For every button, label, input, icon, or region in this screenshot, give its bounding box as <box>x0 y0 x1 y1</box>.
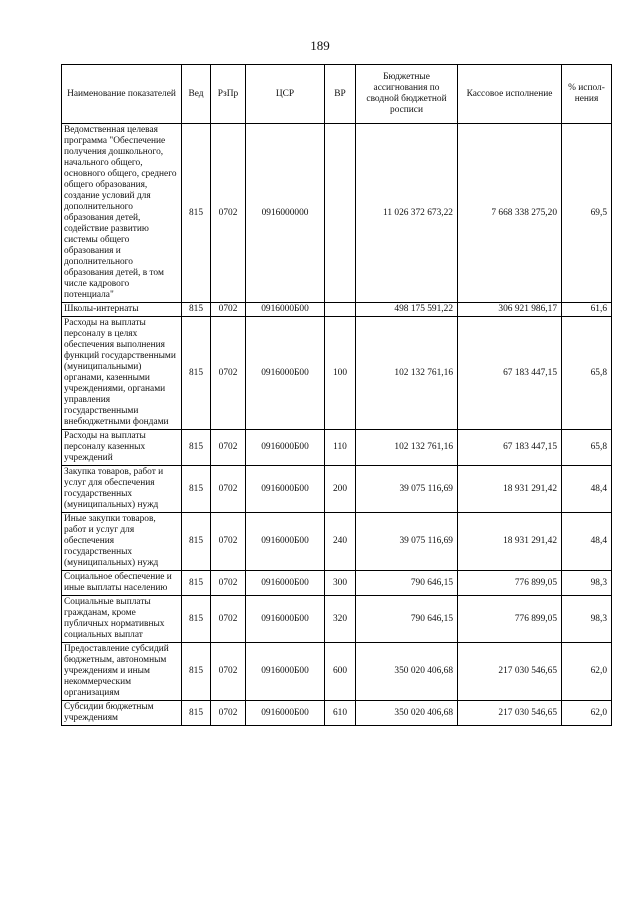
cell-name: Социальное обеспечение и иные выплаты населению <box>62 571 182 596</box>
cell-pct: 98,3 <box>562 571 612 596</box>
cell-csr: 0916000Б00 <box>246 513 325 571</box>
cell-pct: 69,5 <box>562 124 612 303</box>
cell-exec: 217 030 546,65 <box>458 701 562 726</box>
cell-vr: 610 <box>325 701 356 726</box>
header-rzpr: РзПр <box>211 65 246 124</box>
cell-vr: 200 <box>325 466 356 513</box>
cell-name: Ведомственная целевая программа "Обеспечение получения дошкольного, начального общего, основного общего, среднего общего образования, создание условий для дополнительного образования детей, содействие развитию системы общего образования и дополнительного образования детей, в том числе кадрового потенциала" <box>62 124 182 303</box>
cell-vr <box>325 303 356 317</box>
cell-csr: 0916000Б00 <box>246 430 325 466</box>
cell-exec: 67 183 447,15 <box>458 430 562 466</box>
cell-plan: 11 026 372 673,22 <box>356 124 458 303</box>
table-row <box>62 513 612 571</box>
cell-pct: 48,4 <box>562 513 612 571</box>
header-vr: ВР <box>325 65 356 124</box>
cell-plan: 350 020 406,68 <box>356 701 458 726</box>
cell-rzpr: 0702 <box>211 303 246 317</box>
cell-name: Субсидии бюджетным учреждениям <box>62 701 182 726</box>
cell-plan: 39 075 116,69 <box>356 466 458 513</box>
table-row <box>62 571 612 596</box>
cell-rzpr: 0702 <box>211 701 246 726</box>
cell-ved: 815 <box>182 513 211 571</box>
cell-ved: 815 <box>182 571 211 596</box>
cell-pct: 48,4 <box>562 466 612 513</box>
cell-vr: 300 <box>325 571 356 596</box>
cell-ved: 815 <box>182 430 211 466</box>
cell-rzpr: 0702 <box>211 513 246 571</box>
cell-plan: 102 132 761,16 <box>356 317 458 430</box>
cell-name: Предоставление субсидий бюджетным, автономным учреждениям и иным некоммерческим организациям <box>62 643 182 701</box>
table-row <box>62 643 612 701</box>
cell-csr: 0916000Б00 <box>246 643 325 701</box>
cell-vr: 600 <box>325 643 356 701</box>
cell-exec: 7 668 338 275,20 <box>458 124 562 303</box>
cell-ved: 815 <box>182 701 211 726</box>
table-row <box>62 430 612 466</box>
cell-rzpr: 0702 <box>211 124 246 303</box>
cell-csr: 0916000Б00 <box>246 466 325 513</box>
cell-rzpr: 0702 <box>211 571 246 596</box>
cell-vr <box>325 124 356 303</box>
cell-csr: 0916000Б00 <box>246 317 325 430</box>
cell-plan: 350 020 406,68 <box>356 643 458 701</box>
cell-name: Иные закупки товаров, работ и услуг для обеспечения государственных (муниципальных) нужд <box>62 513 182 571</box>
cell-plan: 102 132 761,16 <box>356 430 458 466</box>
table-row <box>62 124 612 303</box>
cell-rzpr: 0702 <box>211 317 246 430</box>
table-header-row <box>62 65 612 124</box>
cell-pct: 62,0 <box>562 643 612 701</box>
page-number: 189 <box>310 38 330 53</box>
cell-csr: 0916000Б00 <box>246 571 325 596</box>
cell-plan: 790 646,15 <box>356 571 458 596</box>
cell-ved: 815 <box>182 643 211 701</box>
cell-name: Расходы на выплаты персоналу в целях обеспечения выполнения функций государственными (муниципальными) органами, казенными учреждениями, органами управления государственными внебюджетными фондами <box>62 317 182 430</box>
cell-vr: 240 <box>325 513 356 571</box>
cell-rzpr: 0702 <box>211 596 246 643</box>
cell-exec: 18 931 291,42 <box>458 466 562 513</box>
cell-name: Расходы на выплаты персоналу казенных учреждений <box>62 430 182 466</box>
header-csr: ЦСР <box>246 65 325 124</box>
cell-ved: 815 <box>182 124 211 303</box>
cell-rzpr: 0702 <box>211 466 246 513</box>
table-row <box>62 317 612 430</box>
cell-plan: 790 646,15 <box>356 596 458 643</box>
table-row <box>62 596 612 643</box>
cell-csr: 0916000000 <box>246 124 325 303</box>
cell-plan: 498 175 591,22 <box>356 303 458 317</box>
cell-rzpr: 0702 <box>211 430 246 466</box>
cell-exec: 217 030 546,65 <box>458 643 562 701</box>
cell-pct: 98,3 <box>562 596 612 643</box>
cell-rzpr: 0702 <box>211 643 246 701</box>
header-plan: Бюджетные ассигнования по сводной бюджетной росписи <box>356 65 458 124</box>
table-row <box>62 466 612 513</box>
cell-name: Закупка товаров, работ и услуг для обеспечения государственных (муниципальных) нужд <box>62 466 182 513</box>
cell-ved: 815 <box>182 596 211 643</box>
cell-ved: 815 <box>182 303 211 317</box>
header-ved: Вед <box>182 65 211 124</box>
cell-ved: 815 <box>182 317 211 430</box>
cell-exec: 776 899,05 <box>458 596 562 643</box>
cell-vr: 110 <box>325 430 356 466</box>
header-exec: Кассовое исполнение <box>458 65 562 124</box>
cell-pct: 62,0 <box>562 701 612 726</box>
cell-vr: 320 <box>325 596 356 643</box>
cell-exec: 306 921 986,17 <box>458 303 562 317</box>
cell-name: Социальные выплаты гражданам, кроме публичных нормативных социальных выплат <box>62 596 182 643</box>
cell-pct: 65,8 <box>562 430 612 466</box>
cell-csr: 0916000Б00 <box>246 701 325 726</box>
cell-vr: 100 <box>325 317 356 430</box>
cell-exec: 776 899,05 <box>458 571 562 596</box>
cell-exec: 67 183 447,15 <box>458 317 562 430</box>
cell-csr: 0916000Б00 <box>246 303 325 317</box>
cell-csr: 0916000Б00 <box>246 596 325 643</box>
cell-pct: 65,8 <box>562 317 612 430</box>
header-pct: % испол-нения <box>562 65 612 124</box>
table-row <box>62 701 612 726</box>
cell-exec: 18 931 291,42 <box>458 513 562 571</box>
cell-name: Школы-интернаты <box>62 303 182 317</box>
cell-plan: 39 075 116,69 <box>356 513 458 571</box>
budget-execution-table <box>61 64 612 726</box>
cell-ved: 815 <box>182 466 211 513</box>
header-name: Наименование показателей <box>62 65 182 124</box>
cell-pct: 61,6 <box>562 303 612 317</box>
table-row <box>62 303 612 317</box>
